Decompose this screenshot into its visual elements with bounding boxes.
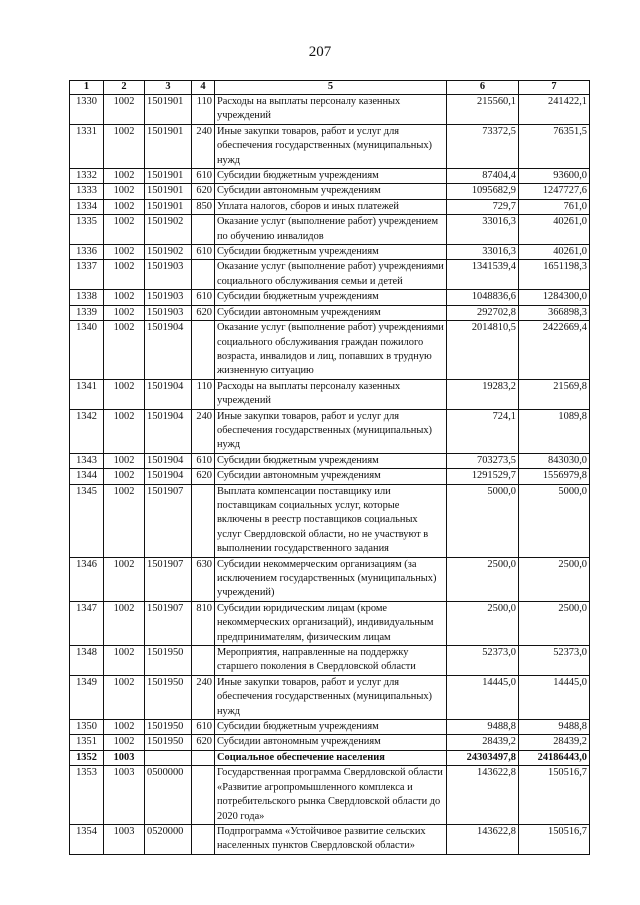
amount-col6: 1048836,6: [447, 290, 519, 305]
amount-col7: 150516,7: [519, 766, 590, 825]
amount-col6: 724,1: [447, 409, 519, 453]
amount-col6: 703273,5: [447, 453, 519, 468]
row-number: 1337: [70, 260, 104, 290]
expense-type: [192, 750, 215, 765]
table-row: [70, 95, 590, 125]
target-article: 1501902: [145, 245, 192, 260]
table-row: [70, 305, 590, 320]
amount-col6: 215560,1: [447, 95, 519, 125]
item-name: Выплата компенсации поставщику или поставщикам социальных услуг, которые включены в реестр поставщиков социальных услуг Свердловской области, но не участвуют в выполнении государственного задания: [215, 484, 447, 557]
table-row: [70, 720, 590, 735]
table-row: [70, 646, 590, 676]
amount-col6: 33016,3: [447, 245, 519, 260]
item-name: Субсидии автономным учреждениям: [215, 305, 447, 320]
item-name: Социальное обеспечение населения: [215, 750, 447, 765]
target-article: 1501903: [145, 260, 192, 290]
expense-type: 240: [192, 675, 215, 719]
expense-type: [192, 766, 215, 825]
table-row: [70, 245, 590, 260]
row-number: 1334: [70, 199, 104, 214]
amount-col7: 2422669,4: [519, 321, 590, 380]
row-number: 1333: [70, 184, 104, 199]
amount-col6: 5000,0: [447, 484, 519, 557]
amount-col6: 9488,8: [447, 720, 519, 735]
target-article: 1501950: [145, 720, 192, 735]
amount-col7: 28439,2: [519, 735, 590, 750]
amount-col7: 5000,0: [519, 484, 590, 557]
expense-type: 610: [192, 245, 215, 260]
target-article: 1501904: [145, 409, 192, 453]
amount-col6: 1291529,7: [447, 469, 519, 484]
target-article: 0500000: [145, 766, 192, 825]
target-article: 1501901: [145, 124, 192, 168]
table-row: [70, 735, 590, 750]
item-name: Субсидии бюджетным учреждениям: [215, 290, 447, 305]
amount-col6: 2014810,5: [447, 321, 519, 380]
item-name: Иные закупки товаров, работ и услуг для обеспечения государственных (муниципальных) нужд: [215, 124, 447, 168]
target-article: 1501902: [145, 215, 192, 245]
table-row: [70, 484, 590, 557]
amount-col7: 14445,0: [519, 675, 590, 719]
expense-type: 850: [192, 199, 215, 214]
expense-type: 610: [192, 290, 215, 305]
section-code: 1002: [104, 646, 145, 676]
amount-col7: 1651198,3: [519, 260, 590, 290]
amount-col7: 2500,0: [519, 601, 590, 645]
expense-type: 630: [192, 557, 215, 601]
item-name: Субсидии автономным учреждениям: [215, 184, 447, 199]
row-number: 1331: [70, 124, 104, 168]
target-article: 1501903: [145, 290, 192, 305]
amount-col6: 19283,2: [447, 379, 519, 409]
section-code: 1003: [104, 766, 145, 825]
target-article: 1501901: [145, 95, 192, 125]
row-number: 1330: [70, 95, 104, 125]
item-name: Мероприятия, направленные на поддержку старшего поколения в Свердловской области: [215, 646, 447, 676]
amount-col7: 843030,0: [519, 453, 590, 468]
item-name: Субсидии юридическим лицам (кроме некоммерческих организаций), индивидуальным предпринимателям, физическим лицам: [215, 601, 447, 645]
section-code: 1002: [104, 290, 145, 305]
item-name: Иные закупки товаров, работ и услуг для обеспечения государственных (муниципальных) нужд: [215, 675, 447, 719]
target-article: 0520000: [145, 824, 192, 854]
amount-col6: 24303497,8: [447, 750, 519, 765]
section-code: 1002: [104, 601, 145, 645]
expense-type: 610: [192, 720, 215, 735]
expense-type: [192, 321, 215, 380]
column-header: 1: [70, 81, 104, 95]
target-article: 1501901: [145, 199, 192, 214]
amount-col6: 1095682,9: [447, 184, 519, 199]
amount-col7: 21569,8: [519, 379, 590, 409]
expense-type: 620: [192, 735, 215, 750]
target-article: 1501901: [145, 169, 192, 184]
section-code: 1002: [104, 95, 145, 125]
expense-type: 810: [192, 601, 215, 645]
table-header-row: [70, 81, 590, 95]
section-code: 1002: [104, 453, 145, 468]
item-name: Оказание услуг (выполнение работ) учреждениями социального обслуживания граждан пожилого возраста, инвалидов и лиц, попавших в трудную жизненную ситуацию: [215, 321, 447, 380]
table-row: [70, 453, 590, 468]
row-number: 1350: [70, 720, 104, 735]
row-number: 1353: [70, 766, 104, 825]
table-row: [70, 169, 590, 184]
section-code: 1003: [104, 824, 145, 854]
amount-col6: 28439,2: [447, 735, 519, 750]
amount-col6: 87404,4: [447, 169, 519, 184]
amount-col6: 2500,0: [447, 557, 519, 601]
target-article: 1501903: [145, 305, 192, 320]
section-code: 1002: [104, 735, 145, 750]
amount-col7: 2500,0: [519, 557, 590, 601]
item-name: Подпрограмма «Устойчивое развитие сельских населенных пунктов Свердловской области»: [215, 824, 447, 854]
amount-col6: 292702,8: [447, 305, 519, 320]
section-code: 1002: [104, 557, 145, 601]
amount-col7: 9488,8: [519, 720, 590, 735]
target-article: 1501907: [145, 557, 192, 601]
item-name: Субсидии бюджетным учреждениям: [215, 453, 447, 468]
item-name: Оказание услуг (выполнение работ) учреждением по обучению инвалидов: [215, 215, 447, 245]
amount-col7: 52373,0: [519, 646, 590, 676]
row-number: 1346: [70, 557, 104, 601]
table-row: [70, 750, 590, 765]
column-header: 3: [145, 81, 192, 95]
table-row: [70, 184, 590, 199]
row-number: 1354: [70, 824, 104, 854]
budget-table: [69, 80, 590, 855]
amount-col6: 73372,5: [447, 124, 519, 168]
item-name: Субсидии бюджетным учреждениям: [215, 245, 447, 260]
row-number: 1339: [70, 305, 104, 320]
row-number: 1352: [70, 750, 104, 765]
table-row: [70, 766, 590, 825]
section-code: 1002: [104, 469, 145, 484]
section-code: 1002: [104, 199, 145, 214]
section-code: 1002: [104, 484, 145, 557]
section-code: 1002: [104, 675, 145, 719]
amount-col7: 76351,5: [519, 124, 590, 168]
item-name: Субсидии бюджетным учреждениям: [215, 169, 447, 184]
row-number: 1341: [70, 379, 104, 409]
item-name: Субсидии бюджетным учреждениям: [215, 720, 447, 735]
row-number: 1332: [70, 169, 104, 184]
section-code: 1002: [104, 245, 145, 260]
amount-col6: 14445,0: [447, 675, 519, 719]
item-name: Субсидии автономным учреждениям: [215, 735, 447, 750]
expense-type: 620: [192, 184, 215, 199]
target-article: 1501901: [145, 184, 192, 199]
table-row: [70, 379, 590, 409]
amount-col7: 1556979,8: [519, 469, 590, 484]
column-header: 5: [215, 81, 447, 95]
table-body: [70, 95, 590, 855]
page-number: 207: [308, 44, 332, 60]
row-number: 1342: [70, 409, 104, 453]
expense-type: [192, 484, 215, 557]
item-name: Иные закупки товаров, работ и услуг для обеспечения государственных (муниципальных) нужд: [215, 409, 447, 453]
table-row: [70, 290, 590, 305]
target-article: 1501904: [145, 379, 192, 409]
table-row: [70, 215, 590, 245]
amount-col7: 40261,0: [519, 245, 590, 260]
table-row: [70, 601, 590, 645]
row-number: 1349: [70, 675, 104, 719]
amount-col7: 40261,0: [519, 215, 590, 245]
section-code: 1002: [104, 379, 145, 409]
expense-type: 610: [192, 453, 215, 468]
amount-col6: 143622,8: [447, 824, 519, 854]
amount-col7: 1247727,6: [519, 184, 590, 199]
column-header: 2: [104, 81, 145, 95]
expense-type: 110: [192, 379, 215, 409]
column-header: 4: [192, 81, 215, 95]
table-row: [70, 675, 590, 719]
amount-col6: 1341539,4: [447, 260, 519, 290]
expense-type: 110: [192, 95, 215, 125]
item-name: Расходы на выплаты персоналу казенных учреждений: [215, 379, 447, 409]
item-name: Субсидии некоммерческим организациям (за исключением государственных (муниципальных) учреждений): [215, 557, 447, 601]
table-row: [70, 824, 590, 854]
row-number: 1336: [70, 245, 104, 260]
expense-type: [192, 824, 215, 854]
table-row: [70, 557, 590, 601]
target-article: 1501950: [145, 735, 192, 750]
table-row: [70, 199, 590, 214]
table-row: [70, 321, 590, 380]
target-article: 1501904: [145, 321, 192, 380]
row-number: 1343: [70, 453, 104, 468]
amount-col6: 33016,3: [447, 215, 519, 245]
section-code: 1003: [104, 750, 145, 765]
amount-col6: 2500,0: [447, 601, 519, 645]
target-article: 1501950: [145, 675, 192, 719]
column-header: 7: [519, 81, 590, 95]
item-name: Уплата налогов, сборов и иных платежей: [215, 199, 447, 214]
expense-type: 240: [192, 409, 215, 453]
section-code: 1002: [104, 409, 145, 453]
amount-col7: 241422,1: [519, 95, 590, 125]
column-header: 6: [447, 81, 519, 95]
section-code: 1002: [104, 260, 145, 290]
amount-col7: 150516,7: [519, 824, 590, 854]
target-article: 1501904: [145, 469, 192, 484]
expense-type: [192, 260, 215, 290]
section-code: 1002: [104, 169, 145, 184]
amount-col7: 366898,3: [519, 305, 590, 320]
amount-col6: 143622,8: [447, 766, 519, 825]
item-name: Государственная программа Свердловской области «Развитие агропромышленного комплекса и потребительского рынка Свердловской области до 2020 года»: [215, 766, 447, 825]
amount-col6: 52373,0: [447, 646, 519, 676]
section-code: 1002: [104, 124, 145, 168]
table-row: [70, 124, 590, 168]
table-row: [70, 469, 590, 484]
expense-type: [192, 646, 215, 676]
item-name: Субсидии автономным учреждениям: [215, 469, 447, 484]
target-article: [145, 750, 192, 765]
target-article: 1501907: [145, 601, 192, 645]
amount-col7: 761,0: [519, 199, 590, 214]
row-number: 1340: [70, 321, 104, 380]
amount-col7: 24186443,0: [519, 750, 590, 765]
row-number: 1345: [70, 484, 104, 557]
expense-type: [192, 215, 215, 245]
expense-type: 620: [192, 305, 215, 320]
target-article: 1501904: [145, 453, 192, 468]
table-row: [70, 260, 590, 290]
expense-type: 610: [192, 169, 215, 184]
expense-type: 240: [192, 124, 215, 168]
section-code: 1002: [104, 720, 145, 735]
row-number: 1344: [70, 469, 104, 484]
row-number: 1347: [70, 601, 104, 645]
expense-type: 620: [192, 469, 215, 484]
table-row: [70, 409, 590, 453]
item-name: Оказание услуг (выполнение работ) учреждениями социального обслуживания семьи и детей: [215, 260, 447, 290]
section-code: 1002: [104, 184, 145, 199]
row-number: 1335: [70, 215, 104, 245]
target-article: 1501950: [145, 646, 192, 676]
amount-col7: 93600,0: [519, 169, 590, 184]
row-number: 1338: [70, 290, 104, 305]
amount-col7: 1284300,0: [519, 290, 590, 305]
section-code: 1002: [104, 321, 145, 380]
target-article: 1501907: [145, 484, 192, 557]
amount-col7: 1089,8: [519, 409, 590, 453]
item-name: Расходы на выплаты персоналу казенных учреждений: [215, 95, 447, 125]
row-number: 1351: [70, 735, 104, 750]
section-code: 1002: [104, 305, 145, 320]
section-code: 1002: [104, 215, 145, 245]
amount-col6: 729,7: [447, 199, 519, 214]
row-number: 1348: [70, 646, 104, 676]
